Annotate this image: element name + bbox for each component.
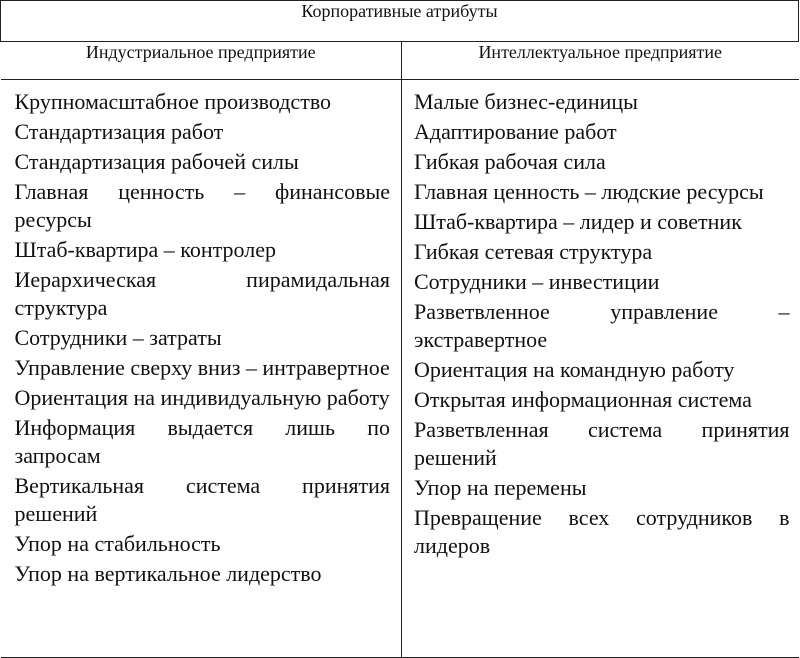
table-cell: Адаптирование работ — [414, 119, 617, 144]
table-cell: Крупномасштабное производство — [14, 89, 332, 114]
table-cell: Разветвленная система принятия решений — [414, 417, 790, 470]
table-cell: Упор на вертикальное лидерство — [14, 561, 322, 586]
table-cell: Главная ценность – финансовые ресурсы — [14, 179, 390, 232]
table-cell: Стандартизация работ — [14, 119, 224, 144]
table-cell: Гибкая рабочая сила — [414, 149, 606, 174]
table-cell: Ориентация на индивидуальную работу — [14, 385, 390, 410]
industrial-column — [1, 80, 402, 658]
table-cell: Упор на перемены — [414, 475, 587, 500]
table-caption: Корпоративные атрибуты — [1, 1, 799, 42]
table-cell: Иерархическая пирамидальная структура — [14, 267, 390, 320]
table-cell: Штаб-квартира – контролер — [14, 237, 276, 262]
table-cell: Стандартизация рабочей силы — [14, 149, 299, 174]
table-cell: Разветвленное управление – экстравертное — [414, 299, 790, 352]
table-cell: Вертикальная система принятия решений — [14, 473, 390, 526]
column-header-industrial: Индустриальное предприятие — [1, 42, 402, 80]
table-cell: Информация выдается лишь по запросам — [14, 415, 390, 468]
table-cell: Управление сверху вниз – интравертное — [14, 355, 390, 380]
table-cell: Упор на стабильность — [14, 531, 221, 556]
table-cell: Сотрудники – инвестиции — [414, 269, 660, 294]
table-cell: Превращение всех сотрудников в лидеров — [414, 505, 790, 558]
table-cell: Открытая информационная система — [414, 387, 752, 412]
column-header-intellectual: Интеллектуальное предприятие — [402, 42, 799, 80]
table-cell: Малые бизнес-единицы — [414, 89, 638, 114]
table-cell: Главная ценность – людские ресурсы — [414, 179, 764, 204]
table-cell: Сотрудники – затраты — [14, 325, 222, 350]
table-cell: Штаб-квартира – лидер и советник — [414, 209, 742, 234]
intellectual-column — [402, 80, 799, 658]
table-cell: Гибкая сетевая структура — [414, 239, 653, 264]
table-cell: Ориентация на командную работу — [414, 357, 735, 382]
